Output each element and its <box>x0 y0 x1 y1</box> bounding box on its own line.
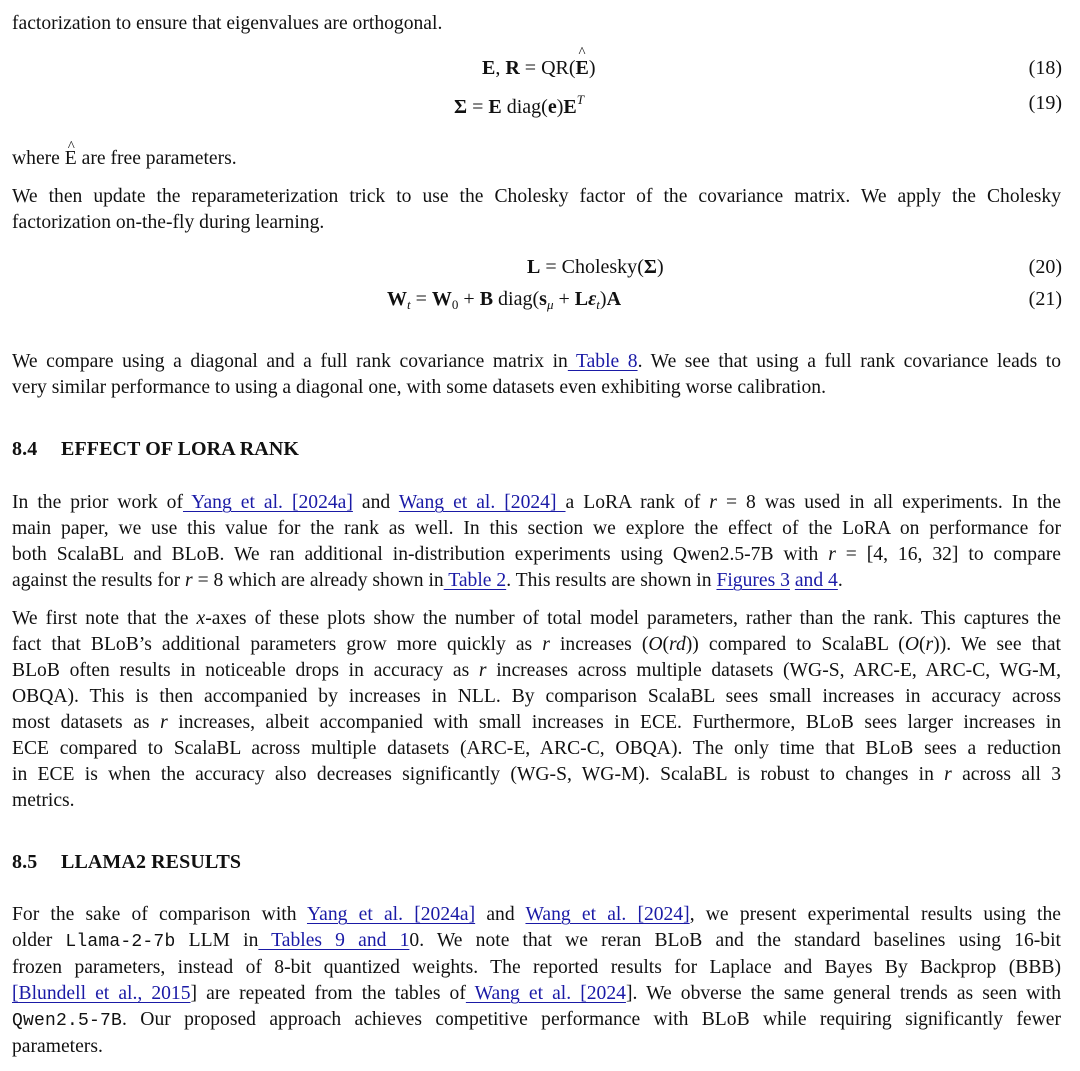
compare-paragraph <box>12 349 1061 401</box>
text-span: . We see that using a full rank covariance leads to <box>637 351 1061 372</box>
text-span: . Our proposed approach achieves competitive performance with BLoB while requiring significantly fewer <box>122 1009 1061 1030</box>
intro-text <box>12 11 1061 37</box>
text-span: against the results for <box>12 570 186 591</box>
text-span: We compare using a diagonal and a full rank covariance matrix in <box>12 351 568 372</box>
text-span: increases ( <box>549 634 649 655</box>
diag-operator: diag <box>506 96 542 118</box>
text-line: We then update the reparameterization trick to use the Cholesky factor of the covariance matrix. We apply the Cholesky <box>12 186 1061 207</box>
cholesky-operator: Cholesky <box>561 256 638 278</box>
text-line <box>12 1007 1061 1034</box>
equation-number: (19) <box>1028 92 1062 114</box>
equation-21 <box>12 288 1062 318</box>
text-line: very similar performance to using a diagonal one, with some datasets even exhibiting worse calibration. <box>12 377 826 398</box>
text-line <box>12 981 1061 1007</box>
text-line: factorization on-the-fly during learning. <box>12 212 325 233</box>
math-value: = 8 <box>716 492 756 513</box>
text-span: increases across multiple datasets (WG-S, ARC-E, ARC-C, WG-M, <box>486 660 1061 681</box>
model-name-code: Llama-2-7b <box>65 932 176 952</box>
blundell-2015-link[interactable]: [Blundell et al., 2015 <box>12 983 191 1004</box>
text-span: a LoRA rank of <box>565 492 710 513</box>
wang-2024-link[interactable]: Wang et al. [2024 <box>465 983 626 1004</box>
text-span: to compare <box>958 544 1061 565</box>
text-line <box>12 658 1061 684</box>
yang-2024a-link[interactable]: Yang et al. [2024a] <box>182 492 353 513</box>
text-span: 0. We note that we reran BLoB and the standard baselines using 16-bit <box>409 930 1061 951</box>
equation-number: (21) <box>1028 288 1062 310</box>
math-r: r <box>925 634 934 655</box>
wang-2024-link[interactable]: Wang et al. [2024] <box>525 904 690 925</box>
equation-20 <box>12 256 1062 286</box>
text-line <box>12 606 1061 632</box>
figure-3-link[interactable]: Figures 3 <box>716 570 790 591</box>
math-r: r <box>944 764 952 785</box>
equation-20-body: L = Cholesky(Σ) <box>527 256 664 278</box>
text-line: frozen parameters, instead of 8-bit quantized weights. The reported results for Laplace and Bayes By Backprop (BBB) <box>12 957 1061 978</box>
text-span: BLoB often results in noticeable drops in accuracy as <box>12 660 479 681</box>
section-number: 8.5 <box>12 851 38 873</box>
where-text: where ^ E are free parameters. <box>12 146 1061 172</box>
text-span: For the sake of comparison with <box>12 904 307 925</box>
text-span: ) compared to ScalaBL ( <box>692 634 905 655</box>
math-big-o: O <box>904 634 919 655</box>
equation-19 <box>12 92 1062 122</box>
math-value: = [4, 16, 32] <box>835 544 959 565</box>
text-line <box>12 490 1061 516</box>
section-heading-8-5 <box>12 851 241 874</box>
text-line: ECE compared to ScalaBL across multiple datasets (ARC-E, ARC-C, OBQA). The only time that BLoB sees a reduction <box>12 738 1061 759</box>
where-pre: where <box>12 148 65 169</box>
equation-18-body: E, R = QR(^ E) <box>482 57 596 80</box>
text-line: main paper, we use this value for the rank as well. In this section we explore the effect of the LoRA on performance for <box>12 518 1061 539</box>
math-r: r <box>185 570 193 591</box>
text-span: -axes of these plots show the number of total model parameters, rather than the rank. This captures the <box>205 608 1061 629</box>
text-span: . This results are shown in <box>506 570 717 591</box>
equation-number: (18) <box>1028 57 1062 79</box>
reparam-paragraph <box>12 184 1061 236</box>
math-big-o: O <box>648 634 663 655</box>
text-span: In the prior work of <box>12 492 183 513</box>
text-span: both ScalaBL and BLoB. We ran additional in-distribution experiments using Qwen2.5-7B with <box>12 544 829 565</box>
text-span: fact that BLoB’s additional parameters grow more quickly as <box>12 634 543 655</box>
equation-19-body: Σ = E $diag(e)E^T$ <box>454 92 584 118</box>
text-span: across all 3 <box>951 764 1062 785</box>
text-span: LLM in <box>175 930 259 951</box>
section-title: EFFECT OF LORA RANK <box>61 438 300 460</box>
text-line <box>12 568 1061 594</box>
text-span: and <box>475 904 526 925</box>
text-span: . <box>837 570 843 591</box>
diag-operator: diag <box>498 288 533 310</box>
lora-rank-paragraph <box>12 490 1061 594</box>
qr-operator: QR <box>541 57 569 79</box>
equation-21-body: $W_t = W_0 + B$ $diag(s_\mu + L\varepsilon_t)A$ <box>387 288 622 312</box>
section-number: 8.4 <box>12 438 38 460</box>
table-9-link[interactable]: Tables 9 <box>258 930 345 951</box>
text-span: , we present experimental results using the <box>689 904 1061 925</box>
equation-18 <box>12 57 1062 87</box>
model-name-code: Qwen2.5-7B <box>12 1011 123 1031</box>
section-title: LLAMA2 RESULTS <box>61 851 242 873</box>
section-heading-8-4 <box>12 438 299 461</box>
math-value: = 8 <box>192 570 224 591</box>
math-r: r <box>542 634 550 655</box>
math-rd: rd <box>669 634 686 655</box>
text-line <box>12 349 1061 375</box>
llama2-paragraph <box>12 902 1061 1060</box>
text-span: and <box>352 492 399 513</box>
text-span: increases, albeit accompanied with small increases in ECE. Furthermore, BLoB sees larger increases in <box>167 712 1061 733</box>
wang-2024-link[interactable]: Wang et al. [2024] <box>398 492 566 513</box>
text-span: was used in all experiments. In the <box>755 492 1061 513</box>
equation-number: (20) <box>1028 256 1062 278</box>
findings-paragraph <box>12 606 1061 814</box>
text-line <box>12 902 1061 928</box>
text-span: older <box>12 930 66 951</box>
table-10-link[interactable]: and 1 <box>344 930 410 951</box>
text-span: We first note that the <box>12 608 197 629</box>
text-line <box>12 928 1061 955</box>
text-line: OBQA). This is then accompanied by increases in NLL. By comparison ScalaBL sees small increases in accuracy across <box>12 686 1061 707</box>
math-r: r <box>478 660 487 681</box>
text-span: ]. We obverse the same general trends as seen with <box>625 983 1061 1004</box>
figure-4-link[interactable]: and 4 <box>794 570 838 591</box>
text-span: which are already shown in <box>223 570 444 591</box>
text-line <box>12 542 1061 568</box>
text-line: metrics. <box>12 790 75 811</box>
math-r: r <box>709 492 717 513</box>
text-span: most datasets as <box>12 712 161 733</box>
yang-2024a-link[interactable]: Yang et al. [2024a] <box>306 904 476 925</box>
table-2-link[interactable]: Table 2 <box>443 570 507 591</box>
math-r: r <box>828 544 836 565</box>
text-span: ). We see that <box>939 634 1061 655</box>
math-x: x <box>196 608 206 629</box>
text-line <box>12 762 1061 788</box>
where-post: are free parameters. <box>76 148 237 169</box>
text-line <box>12 710 1061 736</box>
math-r: r <box>160 712 168 733</box>
intro-line: factorization to ensure that eigenvalues are orthogonal. <box>12 13 443 34</box>
text-line: fact that BLoB’s additional parameters grow more quickly as r increases (O(rd)) compared to ScalaBL (O(r)). We see that <box>12 634 1061 655</box>
text-span: in ECE is when the accuracy also decreases significantly (WG-S, WG-M). ScalaBL is robust to changes in <box>12 764 945 785</box>
text-line: parameters. <box>12 1036 103 1057</box>
text-span: ] are repeated from the tables of <box>190 983 466 1004</box>
table-8-link[interactable]: Table 8 <box>567 351 638 372</box>
